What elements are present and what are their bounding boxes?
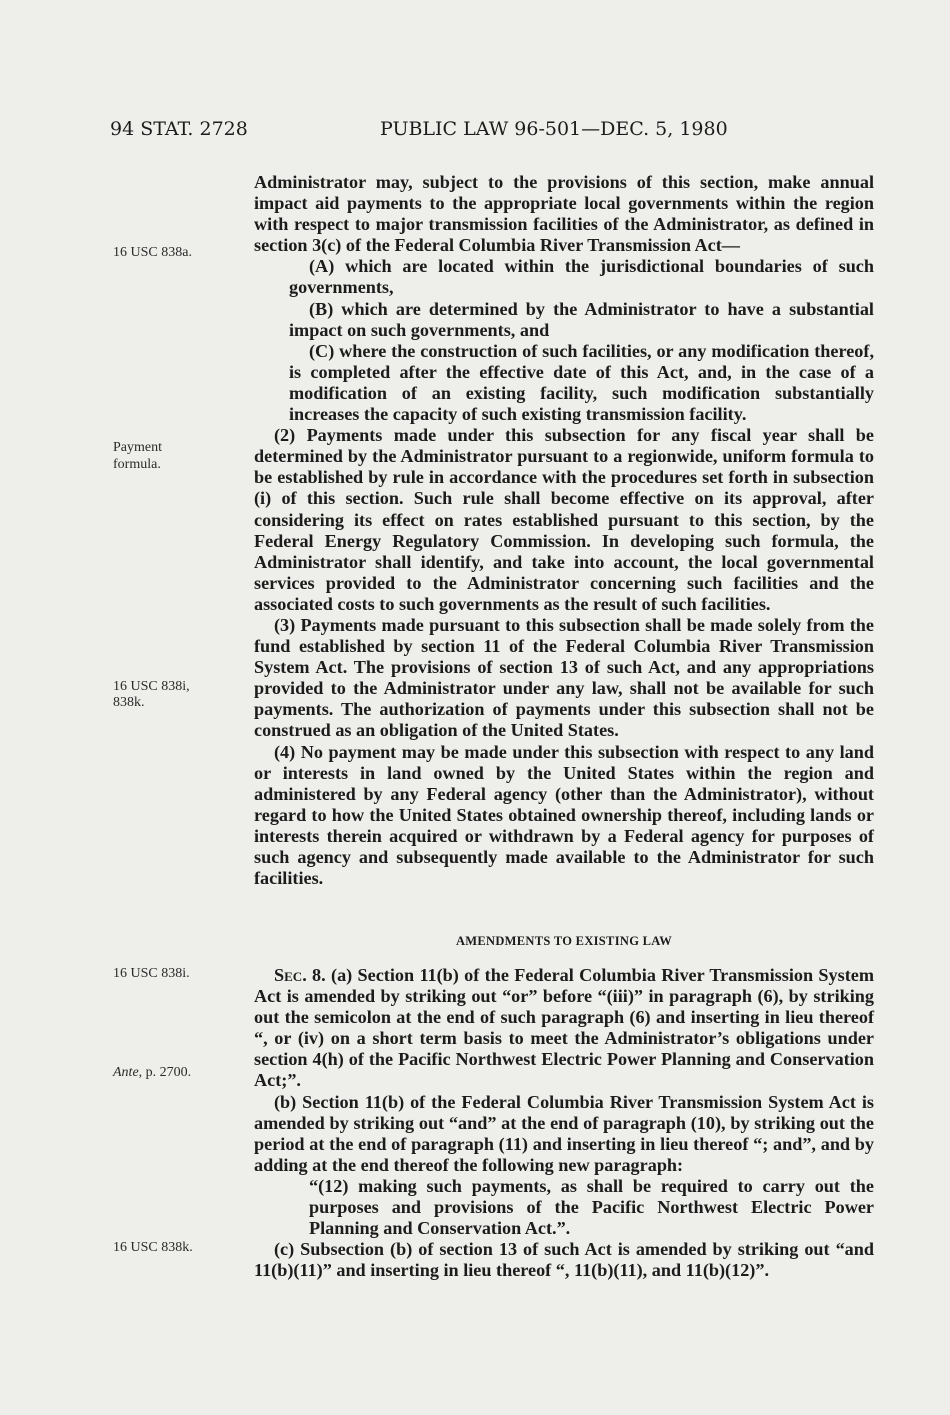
margin-note-838i-838k: 16 USC 838i, [113, 679, 190, 694]
law-title: PUBLIC LAW 96-501—DEC. 5, 1980 [380, 118, 728, 140]
margin-note-838a: 16 USC 838a. [113, 245, 192, 260]
margin-note-payment: Payment [113, 440, 162, 455]
sec8-quote: “(12) making such payments, as shall be required to carry out the purposes and provisions of the Pacific Northwest Electric Power Planning and Conservation Act.”. [309, 1175, 874, 1239]
margin-note-ante [113, 1065, 223, 1081]
section-body-sec8 [254, 965, 874, 1281]
sec8-b: (b) Section 11(b) of the Federal Columbia River Transmission System Act is amended by striking out “and” at the end of paragraph (10), by striking out the period at the end of paragraph (11) and inserting in lieu thereof “; and”, and by adding at the end thereof the following new paragraph: [254, 1091, 874, 1175]
sec8-a-text: . 8. (a) Section 11(b) of the Federal Columbia River Transmission System Act is amended by striking out “or” before “(iii)” in paragraph (6), by striking out the semicolon at the end of such paragraph (6) and inserting in lieu thereof “, or (iv) on a short term basis to meet the Administrator’s obligations under section 4(h) of the Pacific Northwest Electric Power Planning and Conservation Act;”. [254, 965, 874, 1091]
sec8-c: (c) Subsection (b) of section 13 of such Act is amended by striking out “and 11(b)(11)” and inserting in lieu thereof “, 11(b)(11), and 11(b)(12)”. [254, 1239, 874, 1281]
margin-note-838i: 16 USC 838i. [113, 966, 190, 981]
sec-label: Sec [274, 965, 303, 985]
page-header [110, 118, 870, 148]
margin-note-838k-cont: 838k. [113, 695, 145, 710]
section-body-top [254, 172, 874, 889]
paragraph-4: (4) No payment may be made under this subsection with respect to any land or interests in land owned by the United States within the region and administered by any Federal agency (other than the Administrator), without regard to how the United States obtained ownership thereof, including lands or interests therein acquired or withdrawn by a Federal agency for purposes of such agency and subsequently made available to the Administrator for such facilities. [254, 741, 874, 889]
clause-c: (C) where the construction of such facilities, or any modification thereof, is completed after the effective date of this Act, and, in the case of a modification of an existing facility, such modification substantially increases the capacity of such existing transmission facility. [289, 340, 874, 425]
margin-note-formula: formula. [113, 457, 161, 472]
margin-note-ante-page: , p. 2700. [138, 1065, 192, 1080]
clause-b: (B) which are determined by the Administrator to have a substantial impact on such governments, and [289, 298, 874, 340]
paragraph-2: (2) Payments made under this subsection for any fiscal year shall be determined by the Administrator pursuant to a regionwide, uniform formula to be established by rule in accordance with the procedures set forth in subsection (i) of this section. Such rule shall become effective on its approval, after considering its effect on rates established pursuant to this section, by the Federal Energy Regulatory Commission. In developing such formula, the Administrator shall identify, and take into account, the local governmental services provided to the Administrator concerning such facilities and the associated costs to such governments as the result of such facilities. [254, 425, 874, 614]
paragraph-3: (3) Payments made pursuant to this subsection shall be made solely from the fund established by section 11 of the Federal Columbia River Transmission System Act. The provisions of section 13 of such Act, and any appropriations provided to the Administrator under any law, shall not be available for such payments. The authorization of payments under this subsection shall not be construed as an obligation of the United States. [254, 614, 874, 741]
clause-a: (A) which are located within the jurisdictional boundaries of such governments, [289, 256, 874, 298]
margin-note-ante-italic: Ante [113, 1065, 139, 1080]
section-heading: AMENDMENTS TO EXISTING LAW [455, 934, 673, 948]
margin-note-838k: 16 USC 838k. [113, 1240, 193, 1255]
sec8-a [254, 965, 874, 1092]
stat-citation: 94 STAT. 2728 [110, 118, 248, 140]
paragraph-intro: Administrator may, subject to the provisions of this section, make annual impact aid payments to the appropriate local governments within the region with respect to major transmission facilities of the Administrator, as defined in section 3(c) of the Federal Columbia River Transmission Act— [254, 172, 874, 256]
